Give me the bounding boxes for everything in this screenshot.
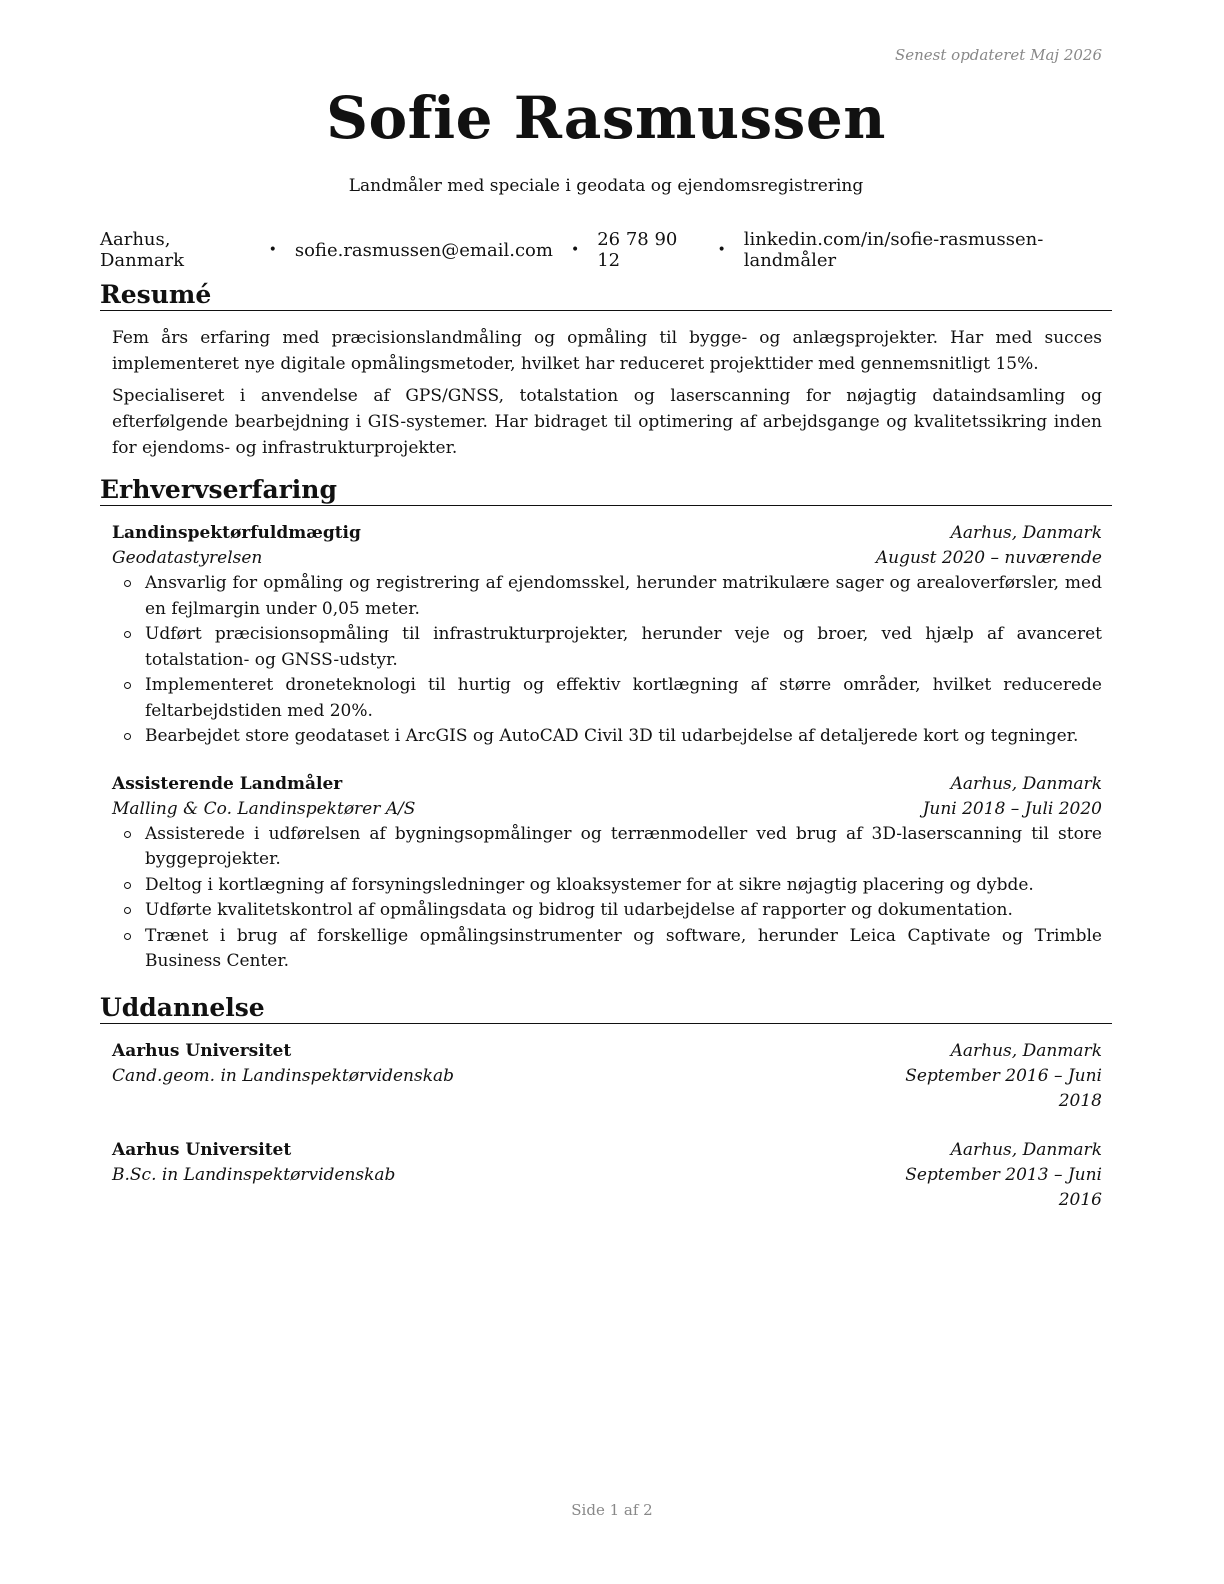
education-entry (100, 1039, 1112, 1114)
education-entry (100, 1138, 1112, 1213)
job-bullet: Ansvarlig for opmåling og registrering af ejendomsskel, herunder matrikulære sager og arealoverførsler, med en fejlmargin under 0,05 meter. (112, 571, 1102, 622)
section-title-experience: Erhvervserfaring (100, 475, 1112, 506)
separator-dot-icon: • (268, 242, 277, 258)
job-bullet-list (112, 822, 1102, 975)
education-dates-line1: September 2016 – Juni (905, 1066, 1102, 1086)
summary-section (100, 280, 1112, 461)
job-role: Assisterende Landmåler (112, 773, 343, 794)
education-school: Aarhus Universitet (112, 1140, 292, 1160)
education-degree: B.Sc. in Landinspektørvidenskab (112, 1165, 396, 1185)
candidate-name: Sofie Rasmussen (326, 84, 886, 152)
section-title-education: Uddannelse (100, 993, 1112, 1024)
separator-dot-icon: • (717, 242, 726, 258)
job-bullet: Deltog i kortlægning af forsyningsledninger og kloaksystemer for at sikre nøjagtig placering og dybde. (112, 873, 1102, 899)
job-bullet: Udførte kvalitetskontrol af opmålingsdata og bidrog til udarbejdelse af rapporter og dokumentation. (112, 898, 1102, 924)
education-location: Aarhus, Danmark (950, 1140, 1102, 1160)
education-dates (862, 1163, 1102, 1213)
summary-paragraph: Fem års erfaring med præcisionslandmåling og opmåling til bygge- og anlægsprojekter. Har med succes implementeret nye digitale opmålingsmetoder, hvilket har reduceret projekttider med gennemsnitligt 15%. (112, 328, 1102, 374)
job-bullet: Implementeret droneteknologi til hurtig og effektiv kortlægning af større områder, hvilket reducerede feltarbejdstiden med 20%. (112, 673, 1102, 724)
separator-dot-icon: • (570, 242, 580, 258)
education-section (100, 993, 1112, 1213)
contact-phone: 26 78 90 12 (597, 229, 678, 271)
contact-line (100, 229, 1112, 271)
contact-email-link[interactable]: sofie.rasmussen@email.com (294, 239, 553, 261)
education-dates-line2: 2018 (1058, 1091, 1102, 1111)
education-school: Aarhus Universitet (112, 1041, 292, 1061)
education-dates (862, 1064, 1102, 1114)
job-bullet: Assisterede i udførelsen af bygningsopmålinger og terrænmodeller ved brug af 3D-laserscanning til store byggeprojekter. (112, 822, 1102, 873)
job-dates: August 2020 – nuværende (875, 548, 1102, 568)
last-updated-note: Senest opdateret Maj 2026 (894, 46, 1102, 64)
summary-body (100, 325, 1112, 461)
job-company: Malling & Co. Landinspektører A/S (112, 798, 416, 819)
job-bullet-list (112, 571, 1102, 750)
experience-section (100, 475, 1112, 975)
job-bullet: Trænet i brug af forskellige opmålingsinstrumenter og software, herunder Leica Captivate og Trimble Business Center. (112, 924, 1102, 975)
job-dates: Juni 2018 – Juli 2020 (922, 798, 1102, 819)
education-degree: Cand.geom. in Landinspektørvidenskab (112, 1066, 455, 1086)
contact-linkedin-link[interactable]: linkedin.com/in/sofie-rasmussen-landmåler (743, 229, 1044, 271)
education-location: Aarhus, Danmark (950, 1041, 1102, 1061)
contact-location: Aarhus, Danmark (100, 229, 185, 271)
candidate-tagline: Landmåler med speciale i geodata og ejendomsregistrering (348, 176, 864, 196)
job-role: Landinspektørfuldmægtig (112, 523, 361, 543)
resume-page (100, 0, 1112, 1584)
job-company: Geodatastyrelsen (112, 548, 263, 568)
page-number: Side 1 af 2 (571, 1501, 653, 1519)
education-dates-line1: September 2013 – Juni (905, 1165, 1102, 1185)
job-bullet: Bearbejdet store geodataset i ArcGIS og AutoCAD Civil 3D til udarbejdelse af detaljerede kort og tegninger. (112, 724, 1102, 750)
education-dates-line2: 2016 (1058, 1190, 1102, 1210)
job-entry (100, 521, 1112, 750)
job-location: Aarhus, Danmark (950, 773, 1102, 794)
job-bullet: Udført præcisionsopmåling til infrastrukturprojekter, herunder veje og broer, ved hjælp af avanceret totalstation- og GNSS-udstyr. (112, 622, 1102, 673)
job-entry (100, 772, 1112, 975)
job-location: Aarhus, Danmark (950, 523, 1102, 543)
section-title-summary: Resumé (100, 280, 1112, 311)
summary-paragraph: Specialiseret i anvendelse af GPS/GNSS, totalstation og laserscanning for nøjagtig dataindsamling og efterfølgende bearbejdning i GIS-systemer. Har bidraget til optimering af arbejdsgange og kvalitetssikring inden for ejendoms- og infrastrukturprojekter. (112, 386, 1102, 458)
